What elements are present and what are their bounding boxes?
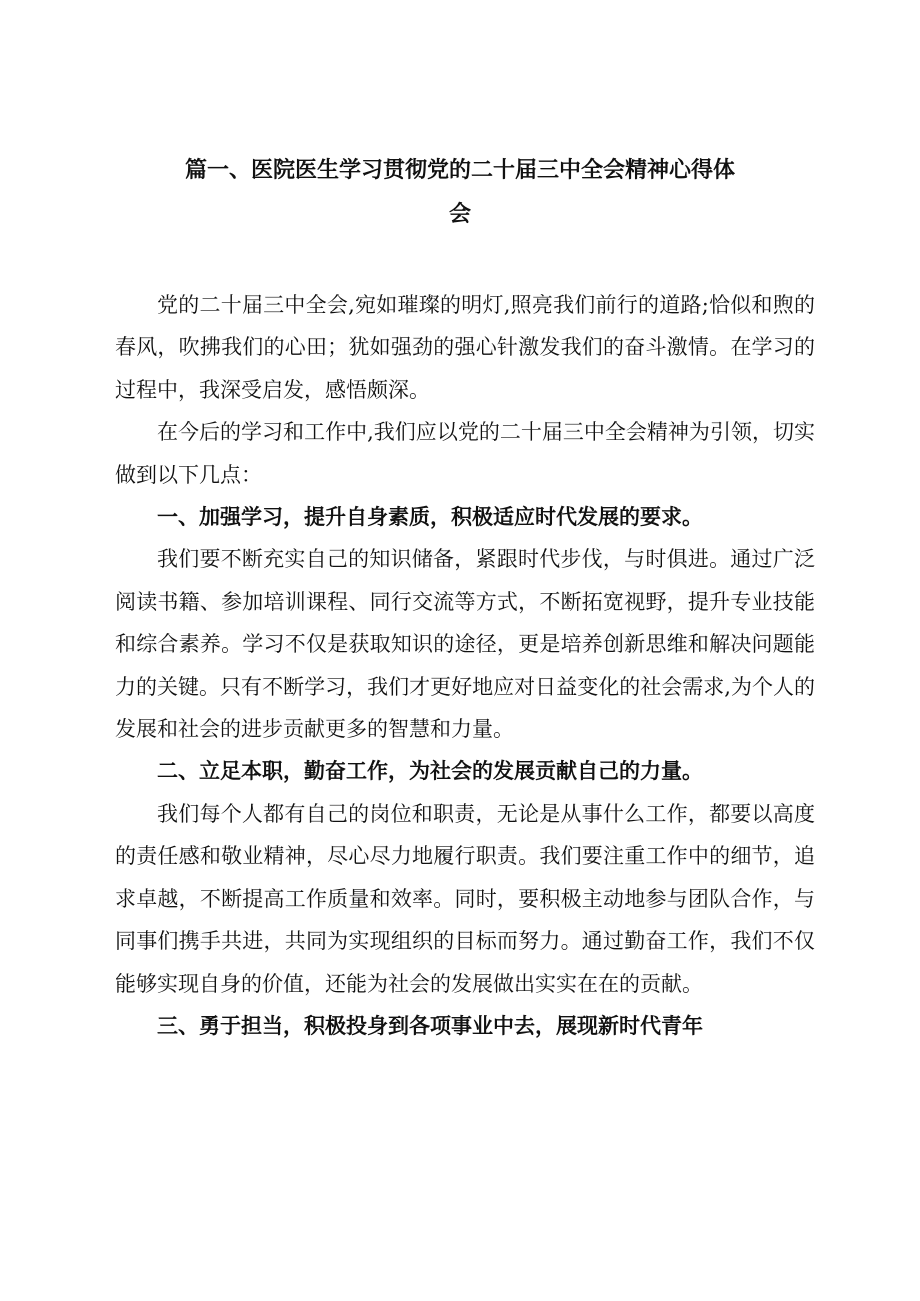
paragraph-section-1: 我们要不断充实自己的知识储备，紧跟时代步伐，与时俱进。通过广泛阅读书籍、参加培训课程、同行交流等方式，不断拓宽视野，提升专业技能和综合素养。学习不仅是获取知识的途径，更是培养创新思维和解决问题能力的关键。只有不断学习，我们才更好地应对日益变化的社会需求,为个人的发展和社会的进步贡献更多的智慧和力量。 bbox=[115, 547, 815, 742]
paragraph-intro: 党的二十届三中全会,宛如璀璨的明灯,照亮我们前行的道路;恰似和煦的春风，吹拂我们的心田；犹如强劲的强心针激发我们的奋斗激情。在学习的过程中，我深受启发，感悟颇深。 bbox=[115, 293, 815, 402]
document-body bbox=[115, 284, 815, 1047]
paragraph-section-2: 我们每个人都有自己的岗位和职责，无论是从事什么工作，都要以高度的责任感和敬业精神，尽心尽力地履行职责。我们要注重工作中的细节，追求卓越，不断提高工作质量和效率。同时，要积极主动地参与团队合作，与同事们携手共进，共同为实现组织的目标而努力。通过勤奋工作，我们不仅能够实现自身的价值，还能为社会的发展做出实实在在的贡献。 bbox=[115, 801, 815, 996]
section-heading-1: 一、加强学习，提升自身素质，积极适应时代发展的要求。 bbox=[157, 504, 703, 530]
paragraph-lead-in: 在今后的学习和工作中,我们应以党的二十届三中全会精神为引领，切实做到以下几点： bbox=[115, 420, 815, 487]
title-line-1: 篇一、医院医生学习贯彻党的二十届三中全会精神心得体 bbox=[184, 157, 735, 183]
document-title bbox=[110, 148, 810, 236]
section-heading-3: 三、勇于担当，积极投身到各项事业中去，展现新时代青年 bbox=[157, 1012, 703, 1038]
section-heading-2: 二、立足本职，勤奋工作，为社会的发展贡献自己的力量。 bbox=[157, 758, 703, 784]
title-line-2: 会 bbox=[448, 201, 471, 227]
